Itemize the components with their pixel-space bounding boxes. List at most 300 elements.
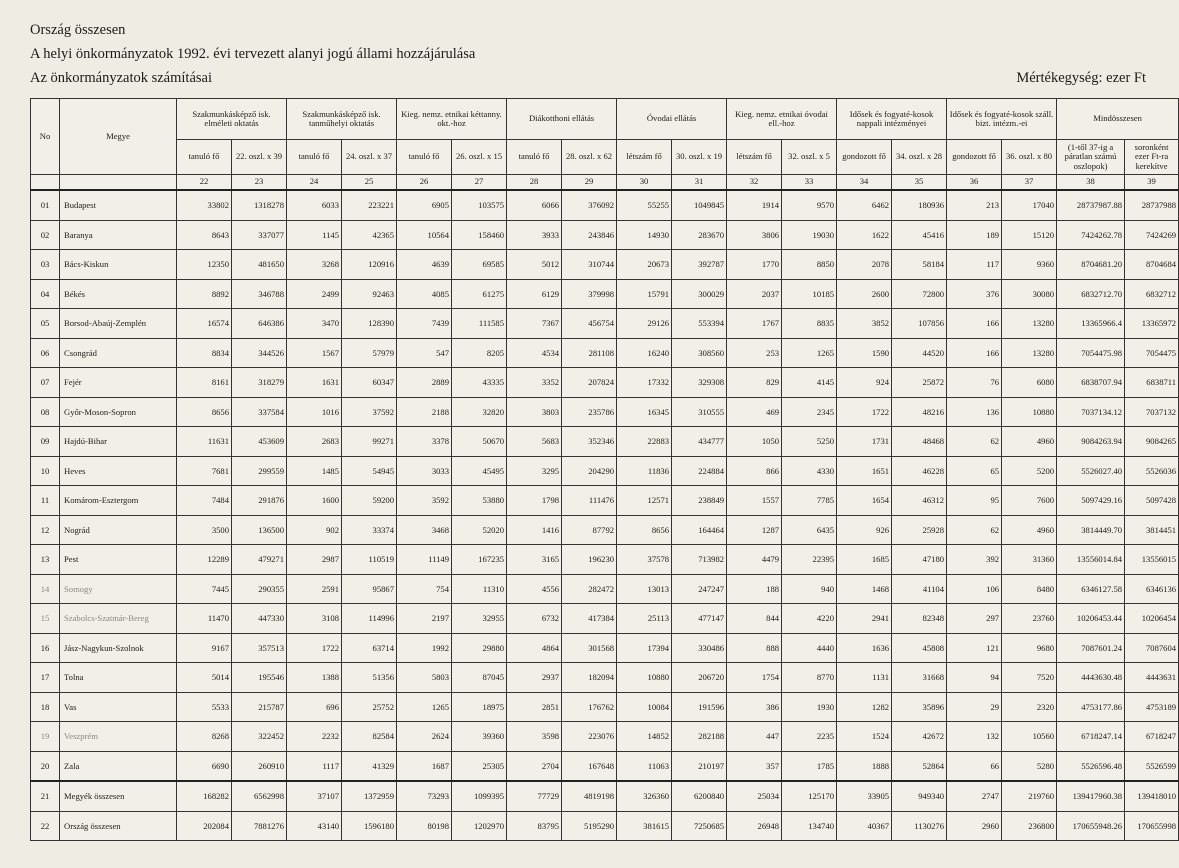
- subheader-cell: 22. oszl. x 39: [232, 140, 287, 175]
- column-number: 32: [727, 175, 782, 191]
- value-cell: 1636: [837, 633, 892, 663]
- value-cell: 128390: [342, 309, 397, 339]
- subheader-cell: létszám fő: [617, 140, 672, 175]
- value-cell: 13556015: [1125, 545, 1179, 575]
- value-cell: 949340: [892, 781, 947, 811]
- value-cell: 8161: [177, 368, 232, 398]
- row-number: 10: [31, 456, 60, 486]
- value-cell: 6838707.94: [1057, 368, 1125, 398]
- column-number: 37: [1002, 175, 1057, 191]
- value-cell: 50670: [452, 427, 507, 457]
- value-cell: 754: [397, 574, 452, 604]
- value-cell: 15791: [617, 279, 672, 309]
- table-row: [31, 574, 1179, 604]
- value-cell: 3378: [397, 427, 452, 457]
- value-cell: 924: [837, 368, 892, 398]
- value-cell: 4330: [782, 456, 837, 486]
- subheader-cell: tanuló fő: [177, 140, 232, 175]
- subheader-cell: 32. oszl. x 5: [782, 140, 837, 175]
- value-cell: 297: [947, 604, 1002, 634]
- value-cell: 33374: [342, 515, 397, 545]
- value-cell: 1145: [287, 220, 342, 250]
- value-cell: 7087604: [1125, 633, 1179, 663]
- value-cell: 1388: [287, 663, 342, 693]
- row-number: 07: [31, 368, 60, 398]
- value-cell: 1050: [727, 427, 782, 457]
- value-cell: 195546: [232, 663, 287, 693]
- value-cell: 196230: [562, 545, 617, 575]
- value-cell: 7087601.24: [1057, 633, 1125, 663]
- value-cell: 11063: [617, 751, 672, 781]
- value-cell: 25872: [892, 368, 947, 398]
- value-cell: 4819198: [562, 781, 617, 811]
- value-cell: 9680: [1002, 633, 1057, 663]
- value-cell: 829: [727, 368, 782, 398]
- value-cell: 224884: [672, 456, 727, 486]
- value-cell: 2188: [397, 397, 452, 427]
- value-cell: 9360: [1002, 250, 1057, 280]
- value-cell: 42672: [892, 722, 947, 752]
- value-cell: 1318278: [232, 190, 287, 220]
- county-name: Nográd: [60, 515, 177, 545]
- value-cell: 8656: [617, 515, 672, 545]
- value-cell: 1654: [837, 486, 892, 516]
- value-cell: 434777: [672, 427, 727, 457]
- value-cell: 7054475.98: [1057, 338, 1125, 368]
- value-cell: 13365966.4: [1057, 309, 1125, 339]
- value-cell: 1888: [837, 751, 892, 781]
- value-cell: 6200840: [672, 781, 727, 811]
- value-cell: 210197: [672, 751, 727, 781]
- column-number: 34: [837, 175, 892, 191]
- value-cell: 14930: [617, 220, 672, 250]
- value-cell: 5200: [1002, 456, 1057, 486]
- value-cell: 82348: [892, 604, 947, 634]
- value-cell: 111476: [562, 486, 617, 516]
- value-cell: 5526036: [1125, 456, 1179, 486]
- value-cell: 4753189: [1125, 692, 1179, 722]
- value-cell: 260910: [232, 751, 287, 781]
- county-name: Vas: [60, 692, 177, 722]
- value-cell: 10880: [617, 663, 672, 693]
- value-cell: 386: [727, 692, 782, 722]
- value-cell: 9167: [177, 633, 232, 663]
- row-number: 04: [31, 279, 60, 309]
- value-cell: 5526599: [1125, 751, 1179, 781]
- subheader-cell: gondozott fő: [837, 140, 892, 175]
- value-cell: 4145: [782, 368, 837, 398]
- value-cell: 5097429.16: [1057, 486, 1125, 516]
- value-cell: 35896: [892, 692, 947, 722]
- value-cell: 469: [727, 397, 782, 427]
- value-cell: 37592: [342, 397, 397, 427]
- value-cell: 61275: [452, 279, 507, 309]
- county-name: Ország összesen: [60, 811, 177, 841]
- row-number: 14: [31, 574, 60, 604]
- value-cell: 2345: [782, 397, 837, 427]
- value-cell: 7424262.78: [1057, 220, 1125, 250]
- value-cell: 7881276: [232, 811, 287, 841]
- value-cell: 176762: [562, 692, 617, 722]
- value-cell: 3033: [397, 456, 452, 486]
- value-cell: 25034: [727, 781, 782, 811]
- value-cell: 18975: [452, 692, 507, 722]
- value-cell: 1914: [727, 190, 782, 220]
- value-cell: 3598: [507, 722, 562, 752]
- value-cell: 2037: [727, 279, 782, 309]
- value-cell: 547: [397, 338, 452, 368]
- value-cell: 10084: [617, 692, 672, 722]
- value-cell: 1130276: [892, 811, 947, 841]
- value-cell: 10880: [1002, 397, 1057, 427]
- value-cell: 52020: [452, 515, 507, 545]
- value-cell: 206720: [672, 663, 727, 693]
- subheader-cell: tanuló fő: [287, 140, 342, 175]
- value-cell: 379998: [562, 279, 617, 309]
- value-cell: 7600: [1002, 486, 1057, 516]
- no-header: No: [31, 99, 60, 175]
- value-cell: 14852: [617, 722, 672, 752]
- value-cell: 243846: [562, 220, 617, 250]
- county-name: Pest: [60, 545, 177, 575]
- value-cell: 12289: [177, 545, 232, 575]
- table-row: [31, 250, 1179, 280]
- value-cell: 22883: [617, 427, 672, 457]
- value-cell: 73293: [397, 781, 452, 811]
- value-cell: 5533: [177, 692, 232, 722]
- value-cell: 6562998: [232, 781, 287, 811]
- table-row: [31, 190, 1179, 220]
- county-name: Csongrád: [60, 338, 177, 368]
- county-name: Heves: [60, 456, 177, 486]
- value-cell: 114996: [342, 604, 397, 634]
- value-cell: 164464: [672, 515, 727, 545]
- value-cell: 23760: [1002, 604, 1057, 634]
- value-cell: 1596180: [342, 811, 397, 841]
- value-cell: 1930: [782, 692, 837, 722]
- value-cell: 3814449.70: [1057, 515, 1125, 545]
- value-cell: 110519: [342, 545, 397, 575]
- value-cell: 299559: [232, 456, 287, 486]
- value-cell: 290355: [232, 574, 287, 604]
- value-cell: 15120: [1002, 220, 1057, 250]
- county-name: Zala: [60, 751, 177, 781]
- value-cell: 1265: [782, 338, 837, 368]
- value-cell: 4085: [397, 279, 452, 309]
- column-number: 23: [232, 175, 287, 191]
- value-cell: 1685: [837, 545, 892, 575]
- value-cell: 2320: [1002, 692, 1057, 722]
- value-cell: 31668: [892, 663, 947, 693]
- value-cell: 55255: [617, 190, 672, 220]
- value-cell: 87792: [562, 515, 617, 545]
- row-number: 03: [31, 250, 60, 280]
- value-cell: 54945: [342, 456, 397, 486]
- value-cell: 2197: [397, 604, 452, 634]
- value-cell: 330486: [672, 633, 727, 663]
- data-table: [30, 98, 1179, 841]
- group-header: Idősek és fogyaté-kosok nappali intézményei: [837, 99, 947, 140]
- table-row: [31, 397, 1179, 427]
- subheader-cell: (1-től 37-ig a páratlan számú oszlopok): [1057, 140, 1125, 175]
- value-cell: 8704684: [1125, 250, 1179, 280]
- table-row: [31, 515, 1179, 545]
- value-cell: 3806: [727, 220, 782, 250]
- value-cell: 3468: [397, 515, 452, 545]
- value-cell: 2747: [947, 781, 1002, 811]
- value-cell: 3165: [507, 545, 562, 575]
- value-cell: 11631: [177, 427, 232, 457]
- value-cell: 6732: [507, 604, 562, 634]
- value-cell: 33905: [837, 781, 892, 811]
- unit-label: Mértékegység: ezer Ft: [1016, 70, 1146, 86]
- value-cell: 48216: [892, 397, 947, 427]
- value-cell: 40367: [837, 811, 892, 841]
- value-cell: 7439: [397, 309, 452, 339]
- value-cell: 5526596.48: [1057, 751, 1125, 781]
- county-name: Győr-Moson-Sopron: [60, 397, 177, 427]
- value-cell: 11836: [617, 456, 672, 486]
- value-cell: 352346: [562, 427, 617, 457]
- table-row: [31, 604, 1179, 634]
- value-cell: 3803: [507, 397, 562, 427]
- value-cell: 219760: [1002, 781, 1057, 811]
- column-number: 26: [397, 175, 452, 191]
- value-cell: 8480: [1002, 574, 1057, 604]
- value-cell: 5014: [177, 663, 232, 693]
- value-cell: 7037134.12: [1057, 397, 1125, 427]
- value-cell: 447330: [232, 604, 287, 634]
- value-cell: 13365972: [1125, 309, 1179, 339]
- value-cell: 5526027.40: [1057, 456, 1125, 486]
- value-cell: 13280: [1002, 309, 1057, 339]
- value-cell: 5250: [782, 427, 837, 457]
- value-cell: 2078: [837, 250, 892, 280]
- value-cell: 1485: [287, 456, 342, 486]
- value-cell: 223221: [342, 190, 397, 220]
- value-cell: 1798: [507, 486, 562, 516]
- value-cell: 866: [727, 456, 782, 486]
- value-cell: 283670: [672, 220, 727, 250]
- value-cell: 3470: [287, 309, 342, 339]
- value-cell: 301568: [562, 633, 617, 663]
- value-cell: 31360: [1002, 545, 1057, 575]
- value-cell: 553394: [672, 309, 727, 339]
- value-cell: 158460: [452, 220, 507, 250]
- value-cell: 25928: [892, 515, 947, 545]
- value-cell: 106: [947, 574, 1002, 604]
- value-cell: 1590: [837, 338, 892, 368]
- value-cell: 17394: [617, 633, 672, 663]
- value-cell: 1992: [397, 633, 452, 663]
- county-name: Somogy: [60, 574, 177, 604]
- value-cell: 902: [287, 515, 342, 545]
- county-name: Hajdú-Bihar: [60, 427, 177, 457]
- value-cell: 11149: [397, 545, 452, 575]
- row-number: 12: [31, 515, 60, 545]
- value-cell: 58184: [892, 250, 947, 280]
- column-number: 22: [177, 175, 232, 191]
- row-number: 13: [31, 545, 60, 575]
- value-cell: 65: [947, 456, 1002, 486]
- value-cell: 4960: [1002, 427, 1057, 457]
- subheader-cell: 26. oszl. x 15: [452, 140, 507, 175]
- subheader-cell: tanuló fő: [397, 140, 452, 175]
- value-cell: 103575: [452, 190, 507, 220]
- group-header: Óvodai ellátás: [617, 99, 727, 140]
- value-cell: 10185: [782, 279, 837, 309]
- value-cell: 60347: [342, 368, 397, 398]
- row-number: 02: [31, 220, 60, 250]
- value-cell: 202084: [177, 811, 232, 841]
- table-row: [31, 338, 1179, 368]
- value-cell: 235786: [562, 397, 617, 427]
- value-cell: 1131: [837, 663, 892, 693]
- value-cell: 2960: [947, 811, 1002, 841]
- group-header: Szakmunkásképző isk. elméleti oktatás: [177, 99, 287, 140]
- value-cell: 8704681.20: [1057, 250, 1125, 280]
- value-cell: 11470: [177, 604, 232, 634]
- value-cell: 46312: [892, 486, 947, 516]
- value-cell: 4534: [507, 338, 562, 368]
- value-cell: 4443631: [1125, 663, 1179, 693]
- title-line-1: Ország összesen: [30, 22, 126, 38]
- value-cell: 215787: [232, 692, 287, 722]
- value-cell: 26948: [727, 811, 782, 841]
- value-cell: 223076: [562, 722, 617, 752]
- value-cell: 43140: [287, 811, 342, 841]
- value-cell: 41329: [342, 751, 397, 781]
- value-cell: 13280: [1002, 338, 1057, 368]
- column-number: 35: [892, 175, 947, 191]
- value-cell: 1557: [727, 486, 782, 516]
- value-cell: 120916: [342, 250, 397, 280]
- value-cell: 20673: [617, 250, 672, 280]
- value-cell: 6832712: [1125, 279, 1179, 309]
- value-cell: 16240: [617, 338, 672, 368]
- value-cell: 1287: [727, 515, 782, 545]
- value-cell: 28737987.88: [1057, 190, 1125, 220]
- value-cell: 1785: [782, 751, 837, 781]
- county-name: Bács-Kiskun: [60, 250, 177, 280]
- value-cell: 8643: [177, 220, 232, 250]
- value-cell: 107856: [892, 309, 947, 339]
- blank-cell: [31, 175, 60, 191]
- value-cell: 30080: [1002, 279, 1057, 309]
- value-cell: 166: [947, 309, 1002, 339]
- county-name: Tolna: [60, 663, 177, 693]
- value-cell: 121: [947, 633, 1002, 663]
- group-header: Idősek és fogyaté-kosok száll. bizt. intézm.-ei: [947, 99, 1057, 140]
- value-cell: 376: [947, 279, 1002, 309]
- value-cell: 844: [727, 604, 782, 634]
- table-row: [31, 722, 1179, 752]
- value-cell: 1622: [837, 220, 892, 250]
- value-cell: 447: [727, 722, 782, 752]
- table-row: [31, 663, 1179, 693]
- value-cell: 189: [947, 220, 1002, 250]
- table-row: [31, 633, 1179, 663]
- value-cell: 310555: [672, 397, 727, 427]
- row-number: 18: [31, 692, 60, 722]
- value-cell: 1099395: [452, 781, 507, 811]
- value-cell: 136500: [232, 515, 287, 545]
- value-cell: 300029: [672, 279, 727, 309]
- value-cell: 8656: [177, 397, 232, 427]
- value-cell: 2232: [287, 722, 342, 752]
- value-cell: 8770: [782, 663, 837, 693]
- value-cell: 191596: [672, 692, 727, 722]
- value-cell: 8834: [177, 338, 232, 368]
- value-cell: 357513: [232, 633, 287, 663]
- row-number: 09: [31, 427, 60, 457]
- subheader-cell: tanuló fő: [507, 140, 562, 175]
- value-cell: 7250685: [672, 811, 727, 841]
- value-cell: 3592: [397, 486, 452, 516]
- value-cell: 12571: [617, 486, 672, 516]
- value-cell: 32955: [452, 604, 507, 634]
- value-cell: 696: [287, 692, 342, 722]
- value-cell: 6080: [1002, 368, 1057, 398]
- value-cell: 29880: [452, 633, 507, 663]
- value-cell: 95: [947, 486, 1002, 516]
- value-cell: 926: [837, 515, 892, 545]
- value-cell: 7681: [177, 456, 232, 486]
- value-cell: 4864: [507, 633, 562, 663]
- value-cell: 310744: [562, 250, 617, 280]
- value-cell: 16574: [177, 309, 232, 339]
- county-name: Szabolcs-Szatmár-Bereg: [60, 604, 177, 634]
- row-number: 01: [31, 190, 60, 220]
- value-cell: 6690: [177, 751, 232, 781]
- value-cell: 82584: [342, 722, 397, 752]
- value-cell: 167235: [452, 545, 507, 575]
- value-cell: 9084263.94: [1057, 427, 1125, 457]
- value-cell: 9570: [782, 190, 837, 220]
- value-cell: 28737988: [1125, 190, 1179, 220]
- value-cell: 168282: [177, 781, 232, 811]
- value-cell: 57979: [342, 338, 397, 368]
- value-cell: 13556014.84: [1057, 545, 1125, 575]
- value-cell: 117: [947, 250, 1002, 280]
- value-cell: 45808: [892, 633, 947, 663]
- value-cell: 4753177.86: [1057, 692, 1125, 722]
- subheader-cell: 28. oszl. x 62: [562, 140, 617, 175]
- value-cell: 6832712.70: [1057, 279, 1125, 309]
- value-cell: 19030: [782, 220, 837, 250]
- subheader-cell: 30. oszl. x 19: [672, 140, 727, 175]
- value-cell: 52864: [892, 751, 947, 781]
- row-number: 20: [31, 751, 60, 781]
- value-cell: 213: [947, 190, 1002, 220]
- value-cell: 6718247: [1125, 722, 1179, 752]
- value-cell: 1468: [837, 574, 892, 604]
- value-cell: 282472: [562, 574, 617, 604]
- value-cell: 1265: [397, 692, 452, 722]
- value-cell: 2987: [287, 545, 342, 575]
- value-cell: 53880: [452, 486, 507, 516]
- value-cell: 48468: [892, 427, 947, 457]
- value-cell: 5683: [507, 427, 562, 457]
- value-cell: 41104: [892, 574, 947, 604]
- value-cell: 188: [727, 574, 782, 604]
- value-cell: 3295: [507, 456, 562, 486]
- value-cell: 95867: [342, 574, 397, 604]
- subheader-cell: 36. oszl. x 80: [1002, 140, 1057, 175]
- value-cell: 5012: [507, 250, 562, 280]
- row-number: 05: [31, 309, 60, 339]
- value-cell: 1687: [397, 751, 452, 781]
